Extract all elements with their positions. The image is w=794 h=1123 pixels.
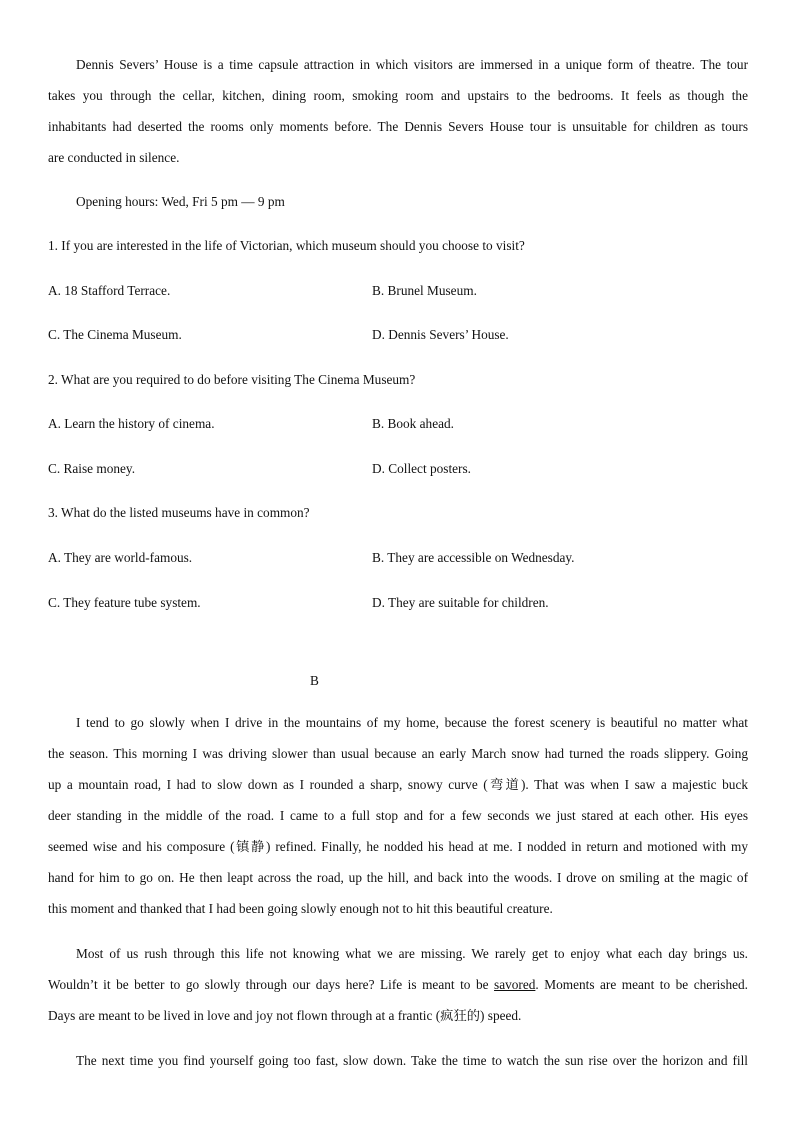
- text-line: Days are meant to be lived in love and joy not flown through at a frantic (疯狂的) speed.: [48, 1008, 522, 1023]
- option-c: C. The Cinema Museum.: [48, 327, 182, 342]
- option-a: A. 18 Stafford Terrace.: [48, 283, 171, 298]
- section-heading: B: [310, 673, 319, 688]
- text-line: hand for him to go on. He then leapt across the road, up the hill, and back into the woods. I drove on smiling at the magic of: [48, 870, 748, 885]
- option-d: D. They are suitable for children.: [372, 595, 549, 610]
- text-segment: . Moments are meant to be cherished.: [535, 977, 748, 992]
- text-line: this moment and thanked that I had been going slowly enough not to hit this beautiful creature.: [48, 901, 553, 916]
- option-row: [48, 461, 748, 481]
- option-b: B. Book ahead.: [372, 416, 454, 431]
- text-line: takes you through the cellar, kitchen, dining room, smoking room and upstairs to the bedrooms. It feels as though the: [48, 88, 748, 103]
- text-line: the season. This morning I was driving slower than usual because an early March snow had turned the roads slippery. Going: [48, 746, 748, 761]
- opening-hours: Opening hours: Wed, Fri 5 pm — 9 pm: [76, 194, 285, 209]
- question-stem: 2. What are you required to do before visiting The Cinema Museum?: [48, 372, 416, 387]
- option-c: C. Raise money.: [48, 461, 136, 476]
- passage-b-paragraph-1: [48, 707, 748, 924]
- text-segment: Wouldn’t it be better to go slowly through our days here? Life is meant to be: [48, 977, 495, 992]
- text-line: I tend to go slowly when I drive in the mountains of my home, because the forest scenery is beautiful no matter what: [76, 715, 748, 730]
- option-row: [48, 550, 748, 570]
- passage-a-paragraph: [48, 49, 748, 173]
- text-line: Most of us rush through this life not knowing what we are missing. We rarely get to enjoy what each day brings us.: [76, 946, 748, 961]
- option-row: [48, 595, 748, 615]
- option-a: A. They are world-famous.: [48, 550, 193, 565]
- option-b: B. Brunel Museum.: [372, 283, 477, 298]
- text-line: seemed wise and his composure (镇静) refined. Finally, he nodded his head at me. I nodded in return and motioned with my: [48, 839, 748, 854]
- question-stem: 1. If you are interested in the life of Victorian, which museum should you choose to visit?: [48, 238, 525, 253]
- question-stem: 3. What do the listed museums have in common?: [48, 505, 310, 520]
- passage-b-paragraph-3: [48, 1045, 748, 1076]
- underlined-word: savored: [494, 977, 536, 992]
- option-row: [48, 327, 748, 347]
- text-line: are conducted in silence.: [48, 150, 180, 165]
- text-line: up a mountain road, I had to slow down as I rounded a sharp, snowy curve (弯道). That was when I saw a majestic buck: [48, 777, 748, 792]
- option-a: A. Learn the history of cinema.: [48, 416, 215, 431]
- text-line: The next time you find yourself going too fast, slow down. Take the time to watch the sun rise over the horizon and fill: [76, 1053, 748, 1068]
- text-line: inhabitants had deserted the rooms only moments before. The Dennis Severs House tour is unsuitable for children as tours: [48, 119, 748, 134]
- option-b: B. They are accessible on Wednesday.: [372, 550, 575, 565]
- option-row: [48, 283, 748, 303]
- text-line: [48, 969, 748, 1000]
- option-d: D. Collect posters.: [372, 461, 471, 476]
- text-line: Dennis Severs’ House is a time capsule attraction in which visitors are immersed in a unique form of theatre. The tour: [76, 57, 748, 72]
- option-d: D. Dennis Severs’ House.: [372, 327, 509, 342]
- option-row: [48, 416, 748, 436]
- passage-b-paragraph-2: [48, 938, 748, 1031]
- text-line: deer standing in the middle of the road. I came to a full stop and for a few seconds we just stared at each other. His eyes: [48, 808, 748, 823]
- option-c: C. They feature tube system.: [48, 595, 201, 610]
